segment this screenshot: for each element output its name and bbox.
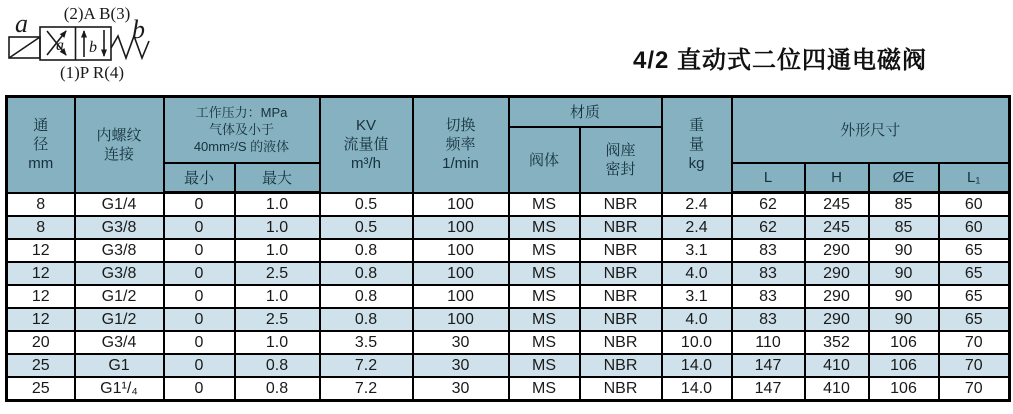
table-cell: 4.0 bbox=[662, 262, 732, 285]
table-row bbox=[7, 262, 1010, 285]
table-cell: 14.0 bbox=[662, 354, 732, 377]
table-cell: 83 bbox=[732, 308, 805, 331]
table-cell: 0.8 bbox=[320, 308, 413, 331]
table-cell: 110 bbox=[732, 331, 805, 354]
table-row bbox=[7, 285, 1010, 308]
header-row-1 bbox=[7, 97, 1010, 127]
table-cell: NBR bbox=[580, 377, 662, 401]
table-cell: 0 bbox=[164, 331, 235, 354]
table-cell: 0.5 bbox=[320, 193, 413, 217]
table-cell: 245 bbox=[805, 216, 869, 239]
table-row bbox=[7, 308, 1010, 331]
table-cell: 290 bbox=[805, 262, 869, 285]
table-cell: 106 bbox=[869, 377, 939, 401]
table-cell: MS bbox=[509, 262, 580, 285]
solenoid-icon bbox=[9, 37, 40, 58]
table-cell: 106 bbox=[869, 354, 939, 377]
col-header-min: 最小 bbox=[164, 163, 235, 193]
table-cell: 290 bbox=[805, 285, 869, 308]
table-cell: MS bbox=[509, 354, 580, 377]
table-cell: 290 bbox=[805, 239, 869, 262]
table-cell: 3.1 bbox=[662, 285, 732, 308]
table-cell: 30 bbox=[413, 331, 509, 354]
schematic-label-b: b bbox=[132, 15, 145, 44]
table-row bbox=[7, 331, 1010, 354]
table-cell: G3/4 bbox=[75, 331, 164, 354]
schematic-pos-b-label: b bbox=[89, 39, 97, 56]
table-cell: 0 bbox=[164, 308, 235, 331]
table-cell: 12 bbox=[7, 262, 75, 285]
table-cell: MS bbox=[509, 193, 580, 217]
table-cell: 30 bbox=[413, 377, 509, 401]
table-cell: 0 bbox=[164, 193, 235, 217]
table-cell: 83 bbox=[732, 285, 805, 308]
schematic-pos-a-label: a bbox=[56, 37, 64, 54]
table-cell: MS bbox=[509, 308, 580, 331]
table-cell: 0.8 bbox=[320, 285, 413, 308]
table-cell: 147 bbox=[732, 377, 805, 401]
table-cell: 1.0 bbox=[235, 193, 320, 217]
col-header-weight-line: 量 bbox=[688, 136, 704, 154]
table-cell: 60 bbox=[939, 193, 1010, 217]
table-cell: 65 bbox=[939, 262, 1010, 285]
table-cell: 0.8 bbox=[320, 239, 413, 262]
table-cell: MS bbox=[509, 239, 580, 262]
table-cell: 83 bbox=[732, 239, 805, 262]
table-row bbox=[7, 216, 1010, 239]
table-cell: 12 bbox=[7, 285, 75, 308]
table-cell: 0 bbox=[164, 262, 235, 285]
col-header-dimensions-group: 外形尺寸 bbox=[732, 97, 1010, 163]
col-header-weight-line: 重 bbox=[688, 117, 704, 135]
table-cell: G3/8 bbox=[75, 239, 164, 262]
col-header-kv-line: 流量值 bbox=[343, 136, 389, 154]
table-cell: 0.5 bbox=[320, 216, 413, 239]
table-cell: 12 bbox=[7, 239, 75, 262]
table-cell: 147 bbox=[732, 354, 805, 377]
table-cell: 100 bbox=[413, 285, 509, 308]
valve-body-icon bbox=[40, 27, 111, 60]
table-cell: 0 bbox=[164, 285, 235, 308]
table-cell: 0 bbox=[164, 216, 235, 239]
table-cell: 100 bbox=[413, 262, 509, 285]
table-cell: 0.8 bbox=[235, 354, 320, 377]
col-header-h: H bbox=[805, 163, 869, 193]
table-cell: 90 bbox=[869, 285, 939, 308]
table-cell: 85 bbox=[869, 193, 939, 217]
table-cell: 90 bbox=[869, 308, 939, 331]
table-cell: G3/8 bbox=[75, 262, 164, 285]
table-cell: 90 bbox=[869, 239, 939, 262]
col-header-frequency-line: 切换 bbox=[445, 117, 476, 135]
col-header-diameter-line: mm bbox=[28, 155, 54, 173]
col-header-material-group: 材质 bbox=[509, 97, 662, 127]
table-cell: 290 bbox=[805, 308, 869, 331]
col-header-frequency bbox=[413, 97, 509, 193]
table-cell: 0 bbox=[164, 239, 235, 262]
table-cell: 70 bbox=[939, 377, 1010, 401]
table-cell: 3.1 bbox=[662, 239, 732, 262]
col-header-thread bbox=[75, 97, 164, 193]
table-cell: 2.4 bbox=[662, 193, 732, 217]
col-header-max: 最大 bbox=[235, 163, 320, 193]
table-header bbox=[7, 97, 1010, 193]
table-row bbox=[7, 239, 1010, 262]
pressure-group-line: 40mm²/S 的液体 bbox=[193, 139, 290, 155]
col-header-oe: ØE bbox=[869, 163, 939, 193]
table-cell: 0 bbox=[164, 377, 235, 401]
table-cell: 10.0 bbox=[662, 331, 732, 354]
col-header-kv-line: m³/h bbox=[351, 155, 381, 173]
spec-table-body bbox=[7, 193, 1010, 401]
table-cell: 100 bbox=[413, 193, 509, 217]
table-cell: 1.0 bbox=[235, 239, 320, 262]
pressure-group-line: 工作压力：MPa bbox=[195, 105, 288, 121]
table-cell: 2.5 bbox=[235, 308, 320, 331]
col-header-l1: L₁ bbox=[939, 163, 1010, 193]
table-cell: NBR bbox=[580, 285, 662, 308]
col-header-kv-line: KV bbox=[355, 117, 376, 135]
table-cell: 3.5 bbox=[320, 331, 413, 354]
table-cell: 4.0 bbox=[662, 308, 732, 331]
table-cell: 100 bbox=[413, 239, 509, 262]
table-cell: 20 bbox=[7, 331, 75, 354]
table-cell: 7.2 bbox=[320, 377, 413, 401]
table-cell: 1.0 bbox=[235, 216, 320, 239]
table-cell: 410 bbox=[805, 377, 869, 401]
col-header-valve-body: 阀体 bbox=[509, 127, 580, 193]
col-header-seat-seal-line: 密封 bbox=[605, 160, 636, 178]
table-cell: 1.0 bbox=[235, 331, 320, 354]
table-cell: 25 bbox=[7, 377, 75, 401]
table-cell: G1¹/₄ bbox=[75, 377, 164, 401]
table-cell: 65 bbox=[939, 308, 1010, 331]
table-cell: 2.5 bbox=[235, 262, 320, 285]
col-header-diameter-line: 径 bbox=[33, 136, 49, 154]
table-cell: 0 bbox=[164, 354, 235, 377]
col-header-pressure-group bbox=[164, 97, 320, 163]
schematic-label-a: a bbox=[15, 9, 28, 38]
col-header-weight-line: kg bbox=[688, 155, 705, 173]
table-cell: G1/2 bbox=[75, 308, 164, 331]
table-cell: 70 bbox=[939, 354, 1010, 377]
col-header-frequency-line: 1/min bbox=[442, 155, 479, 173]
valve-schematic-svg bbox=[2, 0, 172, 88]
table-cell: 7.2 bbox=[320, 354, 413, 377]
spec-table bbox=[5, 95, 1011, 402]
table-cell: 100 bbox=[413, 216, 509, 239]
table-cell: 90 bbox=[869, 262, 939, 285]
table-cell: 352 bbox=[805, 331, 869, 354]
table-cell: NBR bbox=[580, 262, 662, 285]
table-cell: NBR bbox=[580, 239, 662, 262]
col-header-kv bbox=[320, 97, 413, 193]
table-cell: 62 bbox=[732, 193, 805, 217]
table-cell: 8 bbox=[7, 216, 75, 239]
table-cell: 62 bbox=[732, 216, 805, 239]
schematic-top-ports: (2)A B(3) bbox=[63, 4, 131, 23]
col-header-diameter-line: 通 bbox=[33, 117, 49, 135]
table-cell: 100 bbox=[413, 308, 509, 331]
table-cell: 0.8 bbox=[235, 377, 320, 401]
page-title: 4/2 直动式二位四通电磁阀 bbox=[632, 47, 928, 74]
table-row bbox=[7, 193, 1010, 217]
table-cell: 0.8 bbox=[320, 262, 413, 285]
table-cell: 65 bbox=[939, 285, 1010, 308]
col-header-seat-seal bbox=[580, 127, 662, 193]
pressure-group-line: 气体及小于 bbox=[208, 122, 274, 138]
table-cell: 65 bbox=[939, 239, 1010, 262]
valve-schematic bbox=[2, 0, 172, 88]
table-cell: MS bbox=[509, 216, 580, 239]
table-cell: 1.0 bbox=[235, 285, 320, 308]
col-header-l: L bbox=[732, 163, 805, 193]
col-header-weight bbox=[662, 97, 732, 193]
table-cell: 14.0 bbox=[662, 377, 732, 401]
table-cell: 30 bbox=[413, 354, 509, 377]
table-row bbox=[7, 354, 1010, 377]
table-cell: 12 bbox=[7, 308, 75, 331]
table-cell: 245 bbox=[805, 193, 869, 217]
table-cell: 83 bbox=[732, 262, 805, 285]
table-cell: G3/8 bbox=[75, 216, 164, 239]
table-cell: 8 bbox=[7, 193, 75, 217]
table-cell: 70 bbox=[939, 331, 1010, 354]
table-cell: 410 bbox=[805, 354, 869, 377]
table-cell: G1/4 bbox=[75, 193, 164, 217]
table-cell: 60 bbox=[939, 216, 1010, 239]
table-cell: MS bbox=[509, 331, 580, 354]
table-cell: G1/2 bbox=[75, 285, 164, 308]
table-cell: NBR bbox=[580, 308, 662, 331]
col-header-thread-line: 内螺纹 bbox=[96, 126, 142, 144]
table-cell: 106 bbox=[869, 331, 939, 354]
table-cell: MS bbox=[509, 377, 580, 401]
table-cell: 85 bbox=[869, 216, 939, 239]
table-cell: NBR bbox=[580, 193, 662, 217]
table-cell: 25 bbox=[7, 354, 75, 377]
col-header-frequency-line: 频率 bbox=[445, 136, 476, 154]
table-cell: MS bbox=[509, 285, 580, 308]
table-cell: NBR bbox=[580, 331, 662, 354]
col-header-diameter bbox=[7, 97, 75, 193]
table-cell: G1 bbox=[75, 354, 164, 377]
table-cell: NBR bbox=[580, 354, 662, 377]
table-cell: NBR bbox=[580, 216, 662, 239]
schematic-bottom-ports: (1)P R(4) bbox=[59, 63, 125, 82]
col-header-thread-line: 连接 bbox=[103, 145, 134, 163]
table-cell: 2.4 bbox=[662, 216, 732, 239]
table-row bbox=[7, 377, 1010, 401]
col-header-seat-seal-line: 阀座 bbox=[605, 141, 636, 159]
